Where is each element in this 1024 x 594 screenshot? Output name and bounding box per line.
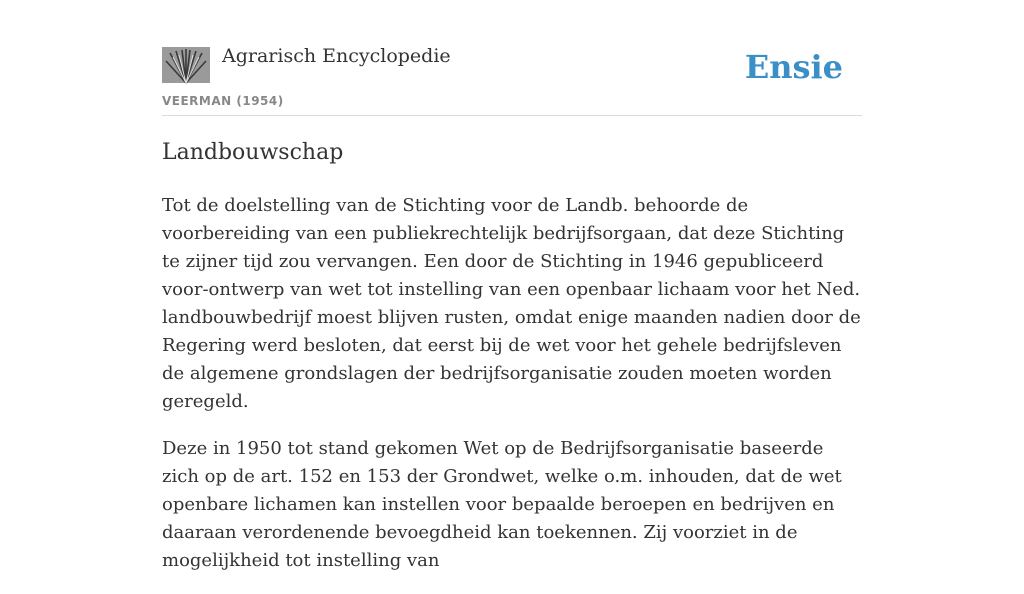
site-name[interactable]: Agrarisch Encyclopedie [222,45,451,67]
page-header [162,0,862,116]
content-column [162,0,862,571]
article-title: Landbouwschap [162,140,344,165]
article-body [162,192,862,594]
article-paragraph: Deze in 1950 tot stand gekomen Wet op de Bedrijfsorganisatie baseerde zich op de art. 152 en 153 der Grondwet, welke o.m. inhouden, dat de wet openbare lichamen kan instellen voor bepaalde beroepen en bedrijven en daaraan verordenende bevoegdheid kan toekennen. Zij voorziet in de mogelijkheid tot instelling van [162,438,842,571]
source-label: VEERMAN (1954) [162,94,284,108]
encyclopedia-logo-icon[interactable] [162,47,210,83]
brand-logo-link[interactable]: Ensie [744,48,843,86]
article-paragraph: Tot de doelstelling van de Stichting voor de Landb. behoorde de voorbereiding van een publiekrechtelijk bedrijfsorgaan, dat deze Stichting te zijner tijd zou vervangen. Een door de Stichting in 1946 gepubliceerd voor-ontwerp van wet tot instelling van een openbaar lichaam voor het Ned. landbouwbedrijf moest blijven rusten, omdat enige maanden nadien door de Regering werd besloten, dat eerst bij de wet voor het gehele bedrijfsleven de algemene grondslagen der bedrijfsorganisatie zouden moeten worden geregeld. [162,195,861,412]
